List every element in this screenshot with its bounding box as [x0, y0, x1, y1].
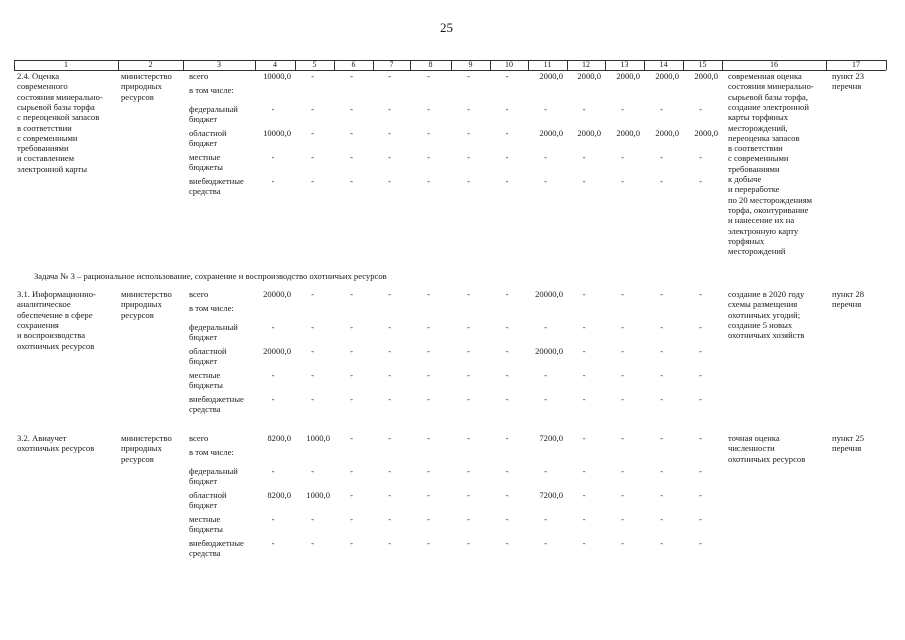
funding-value-empty: - [660, 466, 663, 476]
funding-value-empty: - [699, 394, 702, 404]
funding-value: 10000,0 [263, 128, 291, 138]
header-column-number: 16 [770, 60, 778, 69]
funding-value-empty: - [271, 152, 275, 162]
funding-source-label: бюджет [189, 476, 218, 487]
funding-source-label: бюджеты [189, 380, 223, 391]
measure-name-line: охотничьих ресурсов [17, 340, 95, 351]
funding-value-empty: - [699, 538, 702, 548]
funding-value-empty: - [582, 394, 586, 404]
executor-line: природных [121, 299, 162, 310]
funding-source-label: федеральный [189, 466, 238, 476]
funding-value-empty: - [311, 394, 314, 404]
funding-value-empty: - [427, 346, 430, 356]
funding-value-empty: - [699, 433, 702, 443]
funding-source-label: областной [189, 490, 227, 500]
funding-value: 7200,0 [539, 490, 563, 500]
funding-value-empty: - [350, 514, 353, 524]
funding-value-empty: - [582, 289, 586, 299]
funding-value-empty: - [427, 514, 430, 524]
funding-value-empty: - [505, 538, 509, 548]
funding-value-empty: - [621, 289, 624, 299]
funding-value: 20000,0 [535, 289, 563, 299]
funding-value-empty: - [582, 176, 586, 186]
expected-result-line: по 20 месторождениям [728, 194, 813, 205]
funding-value-empty: - [311, 370, 314, 380]
funding-value-empty: - [311, 152, 314, 162]
funding-value-empty: - [350, 71, 353, 81]
funding-value-empty: - [350, 433, 353, 443]
funding-value-empty: - [699, 104, 702, 114]
funding-value: 2000,0 [616, 128, 640, 138]
expected-result-line: создание в 2020 году [728, 289, 805, 299]
funding-value-empty: - [350, 104, 353, 114]
funding-source-label: бюджет [189, 500, 218, 511]
funding-source-label: в том числе: [189, 85, 234, 95]
funding-value-empty: - [427, 538, 430, 548]
funding-value-empty: - [311, 289, 314, 299]
measure-name-line: с современными [17, 132, 78, 143]
funding-value-empty: - [467, 394, 470, 404]
funding-value-empty: - [660, 346, 663, 356]
funding-value-empty: - [505, 514, 509, 524]
funding-value-empty: - [660, 104, 663, 114]
funding-value-empty: - [621, 346, 624, 356]
executor-line: ресурсов [121, 91, 154, 102]
executor-line: министерство [121, 289, 172, 299]
funding-value-empty: - [699, 466, 702, 476]
funding-value-empty: - [388, 394, 391, 404]
measure-name-line: современного [17, 81, 68, 92]
funding-value: 8200,0 [267, 490, 291, 500]
funding-value-empty: - [544, 538, 547, 548]
header-column-number: 15 [698, 60, 707, 69]
reference-line: перечня [832, 443, 862, 454]
funding-value-empty: - [350, 538, 353, 548]
funding-value-empty: - [467, 104, 470, 114]
funding-value-empty: - [427, 490, 430, 500]
funding-value-empty: - [311, 538, 314, 548]
funding-value-empty: - [505, 176, 509, 186]
funding-value: 1000,0 [306, 490, 330, 500]
funding-value-empty: - [544, 176, 547, 186]
funding-value-empty: - [505, 152, 509, 162]
reference-line: пункт 25 [832, 433, 865, 443]
funding-value-empty: - [699, 289, 702, 299]
funding-value-empty: - [660, 176, 663, 186]
funding-value: 20000,0 [263, 346, 291, 356]
funding-value-empty: - [621, 370, 624, 380]
expected-result-line: требованиями [728, 163, 780, 174]
funding-source-label: в том числе: [189, 303, 234, 313]
expected-result-line: месторождений, [728, 122, 788, 133]
funding-value-empty: - [311, 466, 314, 476]
funding-value-empty: - [350, 394, 353, 404]
expected-result-line: и нанесение их на [728, 215, 795, 226]
funding-source-label: всего [189, 433, 209, 443]
funding-value-empty: - [350, 176, 353, 186]
header-column-number: 2 [148, 60, 153, 69]
funding-value-empty: - [388, 289, 391, 299]
header-column-number: 17 [852, 60, 860, 69]
funding-value-empty: - [621, 322, 624, 332]
funding-value-empty: - [467, 128, 470, 138]
funding-value: 2000,0 [694, 128, 718, 138]
funding-value-empty: - [467, 346, 470, 356]
funding-value-empty: - [582, 466, 586, 476]
funding-value-empty: - [660, 538, 663, 548]
funding-source-label: бюджет [189, 138, 218, 149]
funding-value-empty: - [467, 466, 470, 476]
funding-value-empty: - [388, 538, 391, 548]
funding-value-empty: - [467, 322, 470, 332]
funding-value-empty: - [660, 394, 663, 404]
expected-result-line: электронную карту [728, 225, 799, 236]
funding-value-empty: - [544, 104, 547, 114]
expected-result-line: переоценка запасов [728, 132, 800, 143]
funding-value-empty: - [699, 346, 702, 356]
funding-value-empty: - [427, 394, 430, 404]
measure-name-line: и воспроизводства [17, 330, 86, 341]
funding-value-empty: - [350, 152, 353, 162]
measure-name-line: состояния минерально- [17, 91, 103, 102]
funding-value-empty: - [660, 490, 663, 500]
funding-value: 20000,0 [535, 346, 563, 356]
header-divider [886, 60, 887, 70]
funding-source-label: внебюджетные [189, 538, 244, 548]
expected-result-line: схемы размещения [728, 299, 798, 310]
funding-value-empty: - [427, 128, 430, 138]
funding-value-empty: - [350, 466, 353, 476]
funding-source-label: областной [189, 128, 227, 138]
funding-value-empty: - [350, 289, 353, 299]
header-column-number: 3 [217, 60, 221, 69]
funding-value-empty: - [350, 370, 353, 380]
funding-value-empty: - [505, 490, 509, 500]
funding-value-empty: - [427, 370, 430, 380]
funding-source-label: всего [189, 289, 209, 299]
funding-value-empty: - [505, 104, 509, 114]
header-column-number: 14 [659, 60, 668, 69]
funding-value-empty: - [621, 176, 624, 186]
expected-result-line: к добыче [728, 174, 762, 184]
funding-value-empty: - [544, 322, 547, 332]
header-column-number: 13 [620, 60, 629, 69]
measure-name-line: в соответствии [17, 122, 72, 133]
expected-result-line: точная оценка [728, 433, 780, 443]
measure-name-line: 2.4. Оценка [17, 71, 60, 81]
funding-value-empty: - [467, 152, 470, 162]
funding-value-empty: - [427, 322, 430, 332]
funding-value-empty: - [699, 370, 702, 380]
funding-value-empty: - [505, 370, 509, 380]
funding-value-empty: - [271, 176, 275, 186]
header-column-number: 10 [505, 60, 513, 69]
funding-value-empty: - [660, 433, 663, 443]
funding-value: 2000,0 [539, 71, 563, 81]
funding-value-empty: - [388, 128, 391, 138]
funding-value-empty: - [427, 176, 430, 186]
funding-source-label: бюджет [189, 332, 218, 343]
funding-value-empty: - [582, 514, 586, 524]
funding-source-label: внебюджетные [189, 176, 244, 186]
funding-value-empty: - [271, 394, 275, 404]
funding-source-label: местные [189, 370, 221, 380]
funding-value-empty: - [621, 152, 624, 162]
funding-source-label: средства [189, 186, 221, 197]
funding-value-empty: - [388, 514, 391, 524]
measure-name-line: требованиями [17, 143, 69, 154]
executor-line: министерство [121, 71, 172, 81]
expected-result-line: охотничьих хозяйств [728, 330, 805, 341]
expected-result-line: охотничьих угодий; [728, 309, 801, 320]
funding-value-empty: - [621, 104, 624, 114]
funding-source-label: федеральный [189, 322, 238, 332]
measure-name-line: сырьевой базы торфа [17, 101, 95, 112]
funding-value-empty: - [427, 466, 430, 476]
measure-name-line: электронной карты [17, 163, 87, 174]
funding-value-empty: - [271, 466, 275, 476]
funding-value-empty: - [621, 466, 624, 476]
header-column-number: 4 [273, 60, 277, 69]
funding-value-empty: - [388, 346, 391, 356]
header-column-number: 8 [428, 60, 433, 69]
executor-line: природных [121, 443, 162, 454]
funding-value: 1000,0 [306, 433, 330, 443]
funding-value-empty: - [311, 346, 314, 356]
funding-source-label: бюджет [189, 356, 218, 367]
header-column-number: 11 [543, 60, 552, 69]
measure-name-line: охотничьих ресурсов [17, 443, 95, 454]
funding-value-empty: - [544, 514, 547, 524]
header-column-number: 7 [389, 60, 394, 69]
funding-value-empty: - [271, 370, 275, 380]
funding-value-empty: - [467, 514, 470, 524]
funding-source-label: федеральный [189, 104, 238, 114]
funding-value-empty: - [388, 370, 391, 380]
funding-value-empty: - [505, 466, 509, 476]
expected-result-line: современная оценка [728, 71, 802, 81]
funding-value: 2000,0 [616, 71, 640, 81]
funding-value-empty: - [582, 104, 586, 114]
funding-value-empty: - [660, 370, 663, 380]
funding-value-empty: - [350, 128, 353, 138]
header-column-number: 1 [64, 60, 68, 69]
measure-name-line: сохранения [17, 319, 59, 330]
funding-value-empty: - [388, 322, 391, 332]
expected-result-line: с современными [728, 153, 789, 164]
funding-value: 2000,0 [655, 71, 679, 81]
header-column-number: 9 [468, 60, 473, 69]
expected-result-line: создание электронной [728, 101, 809, 112]
funding-value-empty: - [582, 322, 586, 332]
funding-value-empty: - [388, 466, 391, 476]
funding-value-empty: - [582, 346, 586, 356]
funding-value-empty: - [467, 71, 470, 81]
funding-value-empty: - [271, 322, 275, 332]
measure-name-line: аналитическое [17, 299, 71, 310]
funding-value-empty: - [621, 514, 624, 524]
funding-value-empty: - [505, 346, 509, 356]
executor-line: природных [121, 81, 162, 92]
header-column-number: 6 [351, 60, 356, 69]
funding-value-empty: - [467, 538, 470, 548]
funding-value-empty: - [621, 538, 624, 548]
funding-value-empty: - [311, 514, 314, 524]
funding-value-empty: - [467, 370, 470, 380]
funding-value-empty: - [350, 490, 353, 500]
reference-line: перечня [832, 81, 862, 92]
reference-line: перечня [832, 299, 862, 310]
funding-value-empty: - [427, 289, 430, 299]
expected-result-line: торфяных [728, 235, 765, 246]
funding-value: 8200,0 [267, 433, 291, 443]
funding-source-label: местные [189, 152, 221, 162]
header-column-number: 12 [582, 60, 590, 69]
funding-source-label: бюджет [189, 114, 218, 125]
funding-value-empty: - [660, 322, 663, 332]
funding-value-empty: - [427, 104, 430, 114]
executor-line: ресурсов [121, 309, 154, 320]
funding-value-empty: - [544, 152, 547, 162]
funding-source-label: средства [189, 404, 221, 415]
funding-value-empty: - [467, 289, 470, 299]
funding-value: 2000,0 [655, 128, 679, 138]
funding-value-empty: - [660, 289, 663, 299]
funding-source-label: средства [189, 548, 221, 559]
expected-result-line: в соответствии [728, 143, 783, 154]
funding-value-empty: - [350, 346, 353, 356]
header-column-number: 5 [312, 60, 317, 69]
funding-value-empty: - [544, 370, 547, 380]
funding-value-empty: - [311, 322, 314, 332]
funding-value-empty: - [467, 176, 470, 186]
reference-line: пункт 23 [832, 71, 865, 81]
measure-name-line: с переоценкой запасов [17, 112, 100, 123]
funding-value-empty: - [350, 322, 353, 332]
funding-value-empty: - [505, 394, 509, 404]
funding-value-empty: - [544, 466, 547, 476]
funding-value-empty: - [699, 152, 702, 162]
funding-value-empty: - [582, 538, 586, 548]
funding-value-empty: - [427, 433, 430, 443]
funding-value-empty: - [311, 176, 314, 186]
funding-value-empty: - [427, 152, 430, 162]
funding-value: 2000,0 [539, 128, 563, 138]
executor-line: ресурсов [121, 453, 154, 464]
funding-source-label: внебюджетные [189, 394, 244, 404]
page-number: 25 [440, 20, 453, 35]
measure-name-line: обеспечение в сфере [17, 309, 93, 320]
funding-value-empty: - [621, 433, 624, 443]
funding-value-empty: - [388, 433, 391, 443]
executor-line: министерство [121, 433, 172, 443]
measure-name-line: и составлением [17, 153, 75, 164]
expected-result-line: карты торфяных [728, 112, 789, 123]
funding-value-empty: - [505, 71, 509, 81]
funding-source-label: в том числе: [189, 447, 234, 457]
funding-value-empty: - [505, 433, 509, 443]
funding-value-empty: - [388, 176, 391, 186]
funding-value-empty: - [660, 514, 663, 524]
expected-result-line: численности [728, 443, 775, 454]
funding-value-empty: - [621, 394, 624, 404]
measure-name-line: 3.2. Авиаучет [17, 433, 67, 443]
funding-value-empty: - [388, 71, 391, 81]
funding-value-empty: - [388, 490, 391, 500]
funding-value-empty: - [699, 490, 702, 500]
funding-source-label: местные [189, 514, 221, 524]
funding-value-empty: - [505, 128, 509, 138]
funding-value-empty: - [467, 433, 470, 443]
funding-value: 7200,0 [539, 433, 563, 443]
funding-value-empty: - [582, 490, 586, 500]
funding-value: 20000,0 [263, 289, 291, 299]
funding-value-empty: - [271, 514, 275, 524]
funding-value-empty: - [388, 152, 391, 162]
funding-value-empty: - [467, 490, 470, 500]
funding-value-empty: - [582, 433, 586, 443]
funding-value: 2000,0 [694, 71, 718, 81]
funding-value-empty: - [311, 128, 314, 138]
funding-source-label: бюджеты [189, 524, 223, 535]
funding-value-empty: - [388, 104, 391, 114]
funding-value-empty: - [621, 490, 624, 500]
funding-value-empty: - [699, 322, 702, 332]
funding-source-label: областной [189, 346, 227, 356]
funding-value-empty: - [544, 394, 547, 404]
funding-source-label: бюджеты [189, 162, 223, 173]
expected-result-line: торфа, оконтуривание [728, 204, 809, 215]
funding-value-empty: - [699, 514, 702, 524]
funding-value: 2000,0 [577, 71, 601, 81]
expected-result-line: и переработке [728, 184, 780, 195]
funding-value-empty: - [582, 370, 586, 380]
expected-result-line: состояния минерально- [728, 81, 814, 92]
funding-value-empty: - [505, 322, 509, 332]
funding-value-empty: - [271, 538, 275, 548]
expected-result-line: охотничьих ресурсов [728, 453, 806, 464]
expected-result-line: создание 5 новых [728, 319, 793, 330]
funding-value-empty: - [582, 152, 586, 162]
funding-value-empty: - [427, 71, 430, 81]
funding-value-empty: - [271, 104, 275, 114]
expected-result-line: месторождений [728, 246, 786, 257]
measure-name-line: 3.1. Информационно- [17, 289, 96, 299]
funding-value-empty: - [505, 289, 509, 299]
funding-source-label: всего [189, 71, 209, 81]
funding-value: 2000,0 [577, 128, 601, 138]
task-3-heading: Задача № 3 – рациональное использование, сохранение и воспроизводство охотничьих ресурсов [34, 271, 387, 281]
reference-line: пункт 28 [832, 289, 865, 299]
expected-result-line: сырьевой базы торфа, [728, 91, 808, 102]
funding-value: 10000,0 [263, 71, 291, 81]
funding-value-empty: - [311, 104, 314, 114]
funding-value-empty: - [311, 71, 314, 81]
funding-value-empty: - [699, 176, 702, 186]
funding-value-empty: - [660, 152, 663, 162]
